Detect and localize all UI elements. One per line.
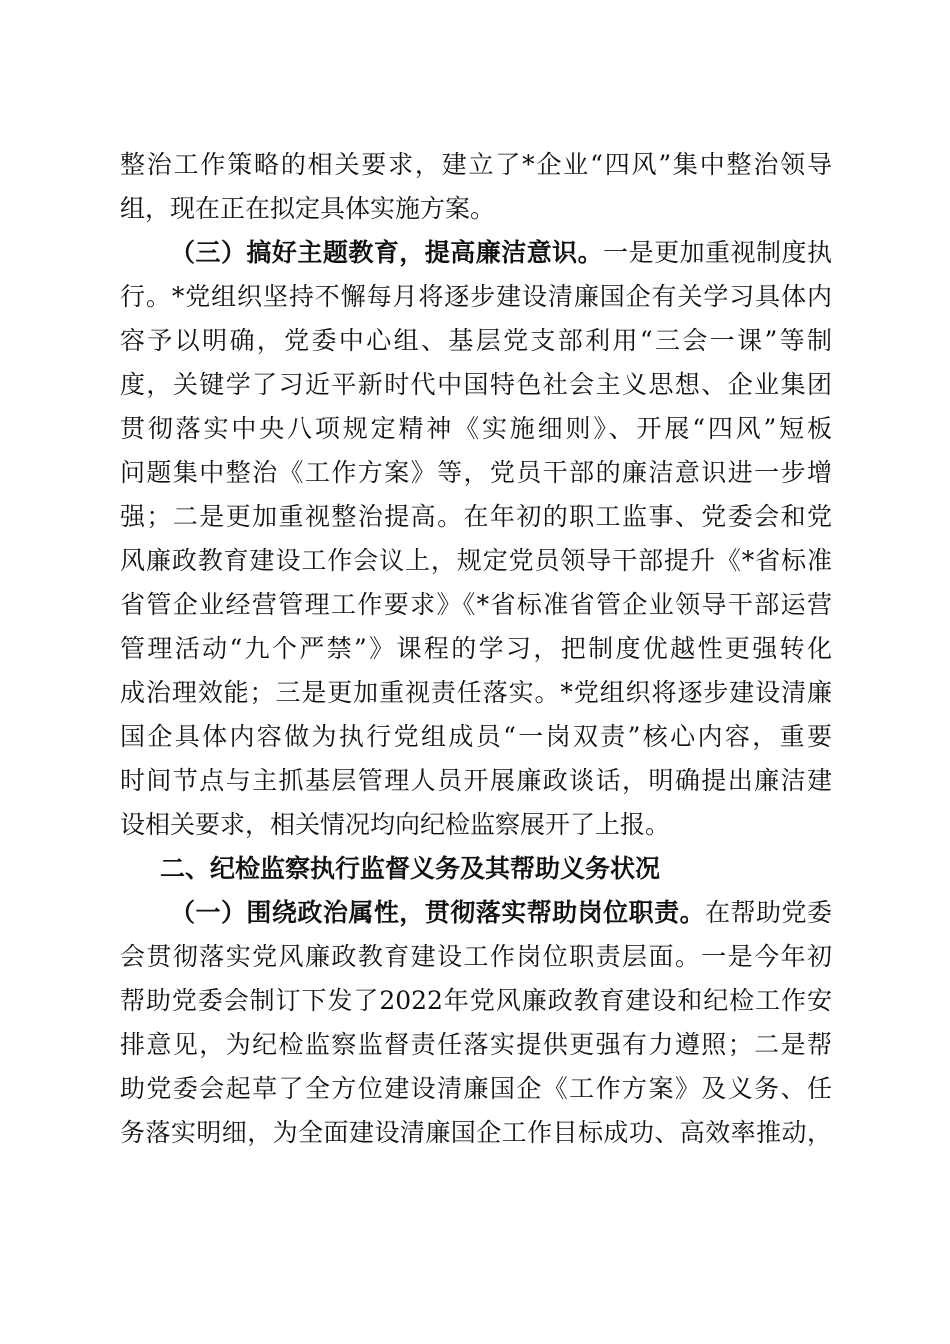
paragraph-line: 组，现在正在拟定具体实施方案。: [120, 194, 496, 223]
paragraph-line: 帮助党委会制订下发了2022年党风廉政教育建设和纪检工作安: [120, 986, 832, 1015]
paragraph-text: 在帮助党委: [705, 898, 832, 927]
paragraph-line: 助党委会起草了全方位建设清廉国企《工作方案》及义务、任: [120, 1074, 832, 1103]
paragraph-line: 风廉政教育建设工作会议上，规定党员领导干部提升《*省标准: [120, 546, 832, 575]
paragraph-line: 度，关键学了习近平新时代中国特色社会主义思想、企业集团: [120, 370, 832, 399]
paragraph-line: 管理活动“九个严禁”》课程的学习，把制度优越性更强转化: [120, 634, 832, 663]
paragraph-line: 贯彻落实中央八项规定精神《实施细则》、开展“四风”短板: [120, 414, 832, 443]
paragraph-line: 成治理效能；三是更加重视责任落实。*党组织将逐步建设清廉: [120, 678, 832, 707]
paragraph-line: 容予以明确，党委中心组、基层党支部利用“三会一课”等制: [120, 326, 832, 355]
paragraph-line: 务落实明细，为全面建设清廉国企工作目标成功、高效率推动，: [120, 1118, 832, 1147]
section-heading: 二、纪检监察执行监督义务及其帮助义务状况: [160, 854, 661, 883]
paragraph-line: 排意见，为纪检监察监督责任落实提供更强有力遵照；二是帮: [120, 1030, 832, 1059]
paragraph-line: 设相关要求，相关情况均向纪检监察展开了上报。: [120, 810, 671, 839]
paragraph-line: 会贯彻落实党风廉政教育建设工作岗位职责层面。一是今年初: [120, 942, 832, 971]
paragraph-text: 一是更加重视制度执: [603, 238, 832, 267]
paragraph-inline-heading: （一）围绕政治属性，贯彻落实帮助岗位职责。: [170, 898, 706, 927]
paragraph-line: 行。*党组织坚持不懈每月将逐步建设清廉国企有关学习具体内: [120, 282, 832, 311]
paragraph-line: 国企具体内容做为执行党组成员“一岗双责”核心内容，重要: [120, 722, 832, 751]
paragraph-inline-heading: （三）搞好主题教育，提高廉洁意识。: [170, 238, 604, 267]
paragraph-line: 整治工作策略的相关要求，建立了*企业“四风”集中整治领导: [120, 150, 832, 179]
paragraph-first-line: [170, 233, 832, 273]
paragraph-line: 省管企业经营管理工作要求》《*省标准省管企业领导干部运营: [120, 590, 832, 619]
paragraph-line: 时间节点与主抓基层管理人员开展廉政谈话，明确提出廉洁建: [120, 766, 832, 795]
paragraph-first-line: [170, 893, 832, 933]
paragraph-line: 强；二是更加重视整治提高。在年初的职工监事、党委会和党: [120, 502, 832, 531]
paragraph-line: 问题集中整治《工作方案》等，党员干部的廉洁意识进一步增: [120, 458, 832, 487]
